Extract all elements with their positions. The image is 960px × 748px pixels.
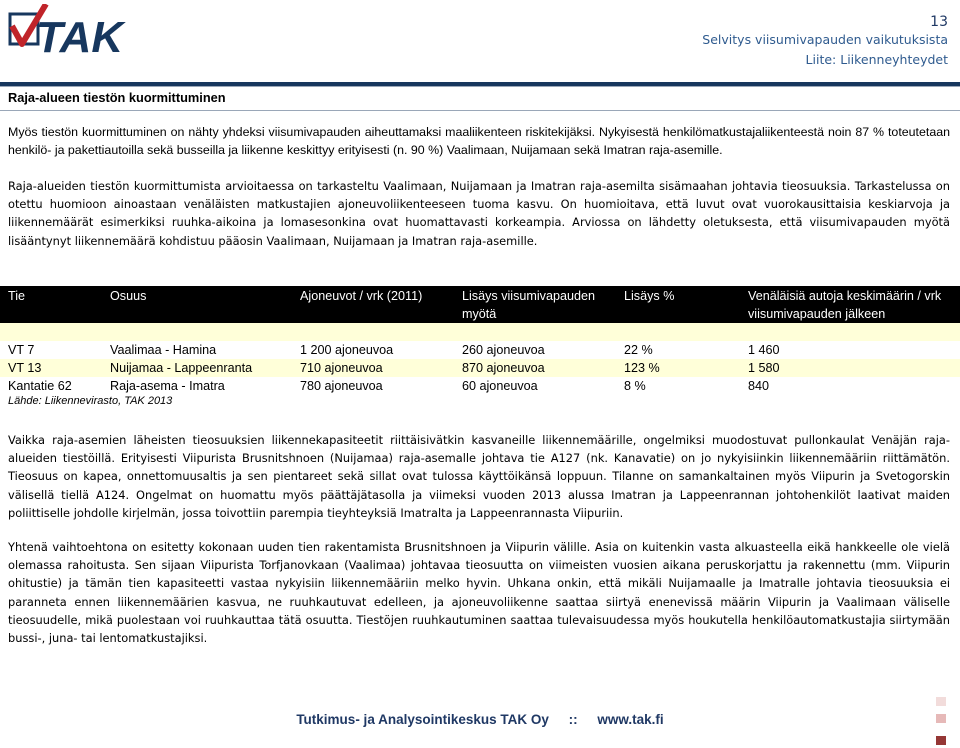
table-cell: 60 ajoneuvoa [462,379,538,393]
table-header: Lisäys % [616,286,740,323]
table-cell: 870 ajoneuvoa [454,359,616,377]
document-subtitle: Liite: Liikenneyhteydet [805,52,948,67]
table-cell: 1 200 ajoneuvoa [300,343,394,357]
page-footer [0,712,960,727]
table-cell: Kantatie 62 [8,379,72,393]
paragraph-bottlenecks: Vaikka raja-asemien läheisten tieosuuksien liikennekapasiteetit riittäisivätkin kasvaneille liikennemäärille, ongelmiksi muodostuvat pullonkaulat Venäjän raja-alueiden tiestöillä. Erityisesti Viipurista Brusnitshnoen (Nuijamaa) raja-asemalle johtava tie A127 (nk. Kanavatie) on jo nykyisiinkin liikennemääriin riittämätön. Tieosuus on kapea, onnettomuusaltis ja sen pientareet sekä sillat ovat tulossa käyttöikänsä loppuun. Tilanne on samankaltainen myös Viipurin ja Svetogorskin välisellä tiellä A124. Ongelmat on huomattu myös päättäjätasolla ja viimeksi vuoden 2013 alussa Imatran ja Lappeenrannan johtohenkilöt laativat maiden poliittiselle johdolle kirjelmän, jossa toivottiin parempia tieyhteyksiä Imatralta ja Lappeenrannasta Viipuriin. [8,433,950,520]
table-cell: Nuijamaa - Lappeenranta [102,359,292,377]
table-row [0,377,960,395]
table-cell: Vaalimaa - Hamina [110,343,217,357]
paragraph-intro: Myös tiestön kuormittuminen on nähty yhdeksi viisumivapauden aiheuttamaksi maaliikenteen riskitekijäksi. Nykyisestä henkilömatkustajaliikenteestä noin 87 % toteutetaan henkilö- ja pakettiautoilla sekä busseilla ja liikenne keskittyy erityisesti (n. 90 %) Vaalimaan, Nuijamaan sekä Imatran raja-asemille. [8,125,950,158]
table-cell: VT 13 [0,359,102,377]
footer-square [936,697,946,706]
table-header: Osuus [102,286,292,323]
section-title: Raja-alueen tiestön kuormittuminen [8,90,226,105]
table-source: Lähde: Liikennevirasto, TAK 2013 [8,395,173,407]
footer-url[interactable]: www.tak.fi [597,712,664,727]
table-cell: 1 460 [748,343,780,357]
header-rule [0,86,960,87]
paragraph-method: Raja-alueiden tiestön kuormittumista arvioitaessa on tarkasteltu Vaalimaan, Nuijamaan ja Imatran raja-asemilta sisämaahan johtavia tieosuuksia. Tarkastelussa on otettu huomioon ainoastaan venäläisten matkustajien ajoneuvoliikenteeseen tuoma kasvu. On huomioitava, että luvut ovat vuorokausittaisia keskiarvoja ja liikennemäärät esimerkiksi ruuhka-aikoina ja lomasesonkina ovat huomattavasti korkeampia. Arviossa on lähdetty oletuksesta, että viisumivapauden myötä lisääntynyt liikennemäärä kohdistuu pääosin Vaalimaan, Nuijamaan ja Imatran raja-asemille. [8,179,950,248]
table-header: Lisäys viisumivapauden myötä [454,286,616,323]
footer-square [936,714,946,723]
footer-organization: Tutkimus- ja Analysointikeskus TAK Oy [296,712,549,727]
table-cell: 260 ajoneuvoa [462,343,545,357]
section-rule [0,110,960,111]
table-header: Venäläisiä autoja keskimäärin / vrk viisumivapauden jälkeen [740,286,960,323]
document-title: Selvitys viisumivapauden vaikutuksista [702,32,948,47]
table-cell: 123 % [616,359,740,377]
page-header [702,14,948,70]
table-cell: VT 7 [8,343,35,357]
table-row [0,359,960,377]
table-cell: Raja-asema - Imatra [110,379,225,393]
table-cell: 8 % [624,379,646,393]
table-cell: 840 [748,379,770,393]
tak-logo [6,4,146,62]
table-cell: 710 ajoneuvoa [292,359,454,377]
table-row [0,341,960,359]
table-spacer-row [0,323,960,341]
table-cell: 1 580 [740,359,960,377]
table-header: Ajoneuvot / vrk (2011) [292,286,454,323]
traffic-table [0,286,960,395]
table-cell: 780 ajoneuvoa [300,379,383,393]
footer-separator: :: [568,712,578,727]
footer-square [936,736,946,745]
table-cell: 22 % [624,343,653,357]
table-header-row [0,286,960,323]
page-number: 13 [930,14,948,30]
logo-text: TAK [36,13,124,62]
tak-logo-mark [6,4,146,62]
table-header: Tie [0,286,102,323]
paragraph-alternatives: Yhtenä vaihtoehtona on esitetty kokonaan uuden tien rakentamista Brusnitshnoen ja Viipurin välille. Asia on kuitenkin vasta alkuasteella eikä hankkeelle ole vielä olemassa rahoitusta. Sen sijaan Viipurista Torfjanovkaan (Vaalimaa) johtavaa tieosuutta on viimeisten vuosien aikana peruskorjattu ja rakennettu (mm. Viipurin ohitustie) ja tämän tien kapasiteetti vastaa nykyisiin liikennemääriin melko hyvin. Uhkana onkin, että mikäli Nuijamaalle ja Imatralle johtavia tieosuuksia ei paranneta ennen liikennemäärien kasvua, ne ruuhkautuvat edelleen, ja ajoneuvoliikenne saattaa siirtyä enenevissä määrin Viipurin ja Vaalimaan väliselle tieosuudelle, mikä puolestaan voi ruuhkauttaa tätä osuutta. Tiestöjen ruuhkautuminen saattaa tulevaisuudessa myös houkutella henkilöautomatkustajia siirtymään bussi-, juna- tai lentomatkustajiksi. [8,540,950,646]
